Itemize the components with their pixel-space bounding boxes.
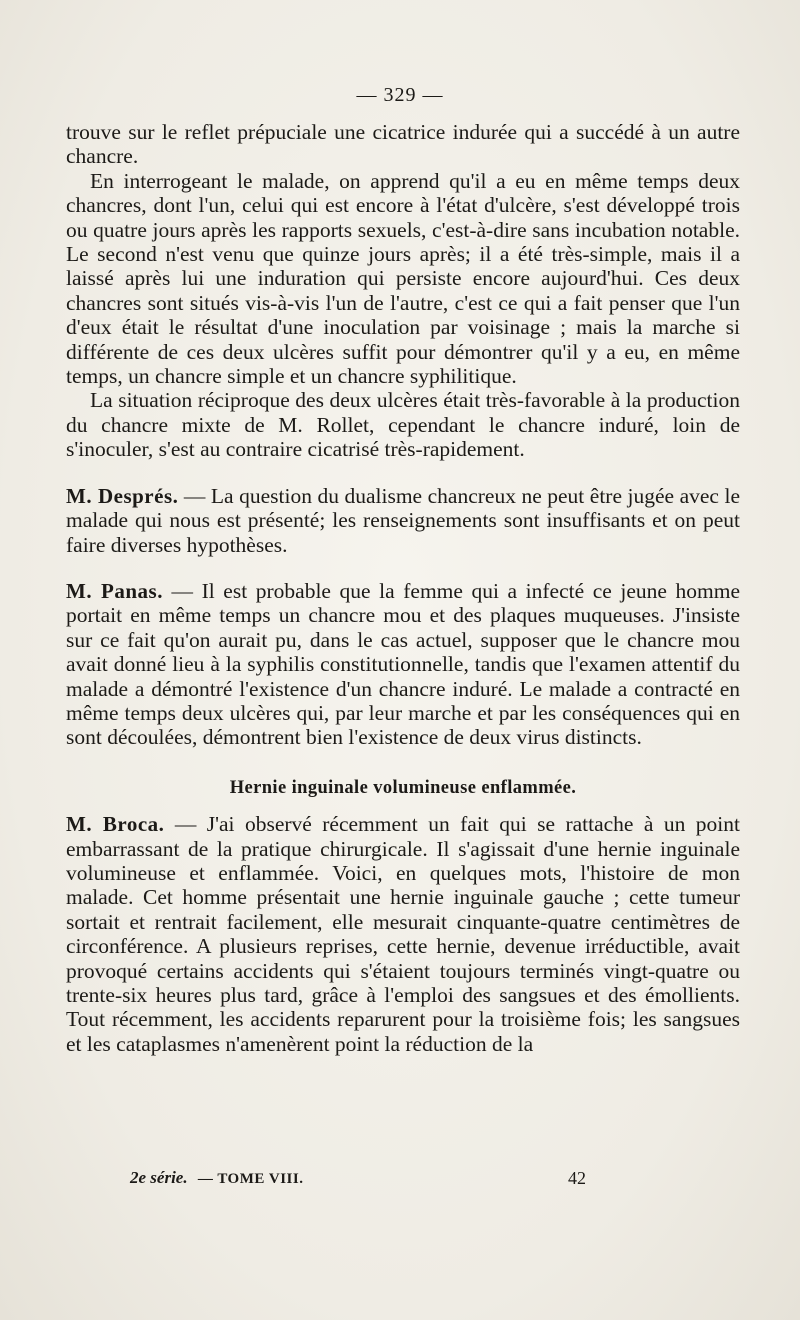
- paragraph: La situation réciproque des deux ulcères était très-favorable à la production du chancre mixte de M. Rollet, cependant le chancre induré, loin de s'inoculer, s'est au contraire cicatrisé très-rapidement.: [66, 388, 740, 462]
- speaker-name: M. Broca.: [66, 812, 165, 837]
- intervention-panas: [66, 579, 740, 750]
- body-text: [66, 120, 740, 1056]
- series-label: 2e série.: [130, 1168, 188, 1187]
- speaker-name: M. Panas.: [66, 578, 163, 603]
- paragraph: trouve sur le reflet prépuciale une cicatrice indurée qui a succédé à un autre chancre.: [66, 120, 740, 169]
- paragraph: En interrogeant le malade, on apprend qu'il a eu en même temps deux chancres, dont l'un, celui qui est encore à l'état d'ulcère, s'est développé trois ou quatre jours après les rapports sexuels, c'est-à-dire sans incubation notable. Le second n'est venu que quinze jours après; il a été très-simple, mais il a laissé après lui une induration qui persiste encore aujourd'hui. Ces deux chancres sont situés vis-à-vis l'un de l'autre, c'est ce qui a fait penser que l'un d'eux était le résultat d'une inoculation par voisinage ; mais la marche si différente de ces deux ulcères suffit pour démontrer qu'il y a eu, en même temps, un chancre simple et un chancre syphilitique.: [66, 168, 740, 389]
- intervention-text: — Il est probable que la femme qui a infecté ce jeune homme portait en même temps un chancre mou et des plaques muqueuses. J'insiste sur ce fait qu'on aurait pu, dans le cas actuel, supposer que le chancre mou avait donné lieu à la syphilis constitutionnelle, tandis que l'examen attentif du malade a démontré l'existence d'un chancre induré. Le malade a contracté en même temps deux ulcères qui, par leur marche et par les conséquences qui en sont découlées, démontrent bien l'existence de deux virus distincts.: [66, 578, 741, 750]
- intervention-text: — J'ai observé récemment un fait qui se rattache à un point embarrassant de la pratique chirurgicale. Il s'agissait d'une hernie inguinale volumineuse et enflammée. Voici, en quelques mots, l'histoire de mon malade. Cet homme présentait une hernie inguinale gauche ; cette tumeur sortait et rentrait facilement, elle mesurait cinquante-quatre centimètres de circonférence. A plusieurs reprises, cette hernie, devenue irréductible, avait provoqué certains accidents qui s'étaient toujours terminés vingt-quatre ou trente-six heures plus tard, grâce à l'emploi des sangsues et des émollients. Tout récemment, les accidents reparurent pour la troisième fois; les sangsues et les cataplasmes n'amenèrent point la réduction de la: [66, 812, 741, 1056]
- speaker-name: M. Després.: [66, 483, 179, 508]
- section-heading: Hernie inguinale volumineuse enflammée.: [229, 777, 577, 798]
- intervention-text: — La question du dualisme chancreux ne peut être jugée avec le malade qui nous est présenté; les renseignements sont insuffisants et on peut faire diverses hypothèses.: [66, 483, 741, 557]
- signature-number: 42: [568, 1168, 586, 1188]
- intervention-despres: [66, 484, 740, 557]
- page-number: — 329 —: [356, 84, 444, 106]
- intervention-broca: [66, 812, 740, 1056]
- page-footer: [130, 1168, 630, 1188]
- tome-label: — TOME VIII.: [197, 1171, 304, 1187]
